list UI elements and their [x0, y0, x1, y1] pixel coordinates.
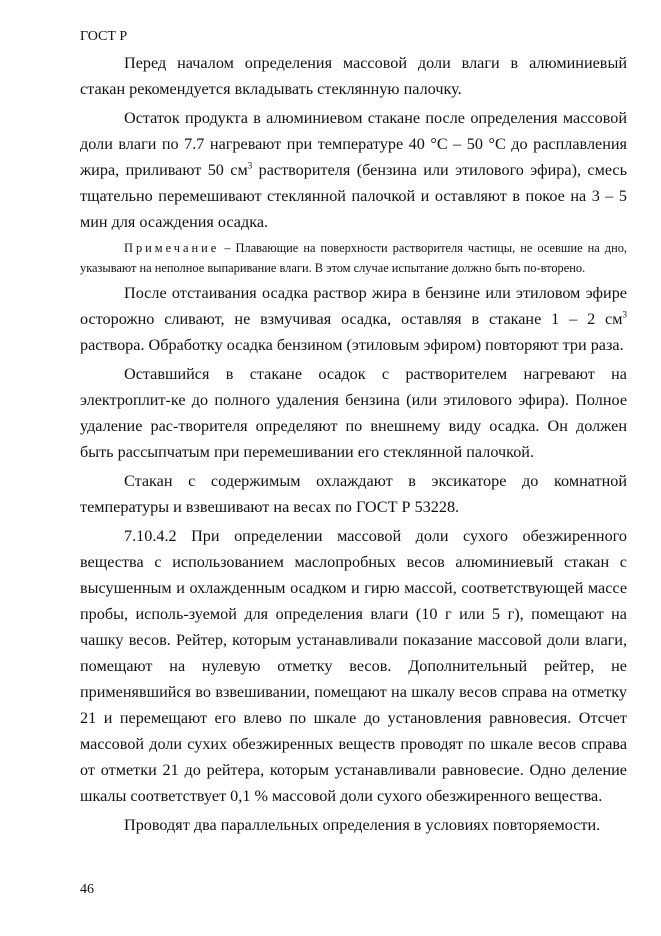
document-header: ГОСТ Р — [80, 29, 128, 44]
note-text: – Плавающие на поверхности растворителя частицы, не осевшие на дно, указывают на неполное выпаривание влаги. В этом случае испытание должно быть по-вторено. — [80, 241, 627, 275]
paragraph-decanting — [80, 280, 627, 358]
paragraph-solvent-addition — [80, 105, 627, 235]
paragraph-text: Остаток продукта в алюминиевом стакане после определения массовой доли влаги по 7.7 нагревают при температуре 40 °С – 50 °С до расплавления жира, приливают 50 см — [80, 109, 627, 179]
paragraph-heating: Оставшийся в стакане осадок с растворителем нагревают на электроплит-ке до полного удаления бензина (или этилового эфира). Полное удаление рас-творителя определяют по внешнему виду осадка. Он должен быть рассыпчатым при перемешивании его стеклянной палочкой. — [80, 365, 627, 461]
superscript-3: 3 — [247, 160, 253, 171]
paragraph-parallel-determinations: Проводят два параллельных определения в условиях повторяемости. — [124, 816, 601, 834]
paragraph-text: растворителя (бензина или этилового эфира), смесь тщательно перемешивают стеклянной палочкой и оставляют в покое на 3 – 5 мин для осаждения осадка. — [80, 161, 627, 231]
paragraph-text: раствора. Обработку осадка бензином (этиловым эфиром) повторяют три раза. — [80, 336, 624, 354]
paragraph-glass-rod: Перед началом определения массовой доли влаги в алюминиевый стакан рекомендуется вкладывать стеклянную палочку. — [80, 54, 627, 98]
note-label: Примечание — [124, 241, 220, 255]
paragraph-text: После отстаивания осадка раствор жира в бензине или этиловом эфире осторожно сливают, не взмучивая осадка, оставляя в стакане 1 – 2 см — [80, 284, 627, 328]
paragraph-section-7-10-4-2: 7.10.4.2 При определении массовой доли сухого обезжиренного вещества с использованием маслопробных весов алюминиевый стакан с высушенным и охлажденным осадком и гирю массой, соответствующей массе пробы, исполь-зуемой для определения влаги (10 г или 5 г), помещают на чашку весов. Рейтер, которым устанавливали показание массовой доли влаги, помещают на нулевую отметку весов. Дополнительный рейтер, не применявшийся во взвешивании, помещают на шкалу весов справа на отметку 21 и перемещают его влево по шкале до установления равновесия. Отсчет массовой доли сухих обезжиренных веществ проводят по шкале весов справа от отметки 21 до рейтера, которым устанавливали равновесие. Одно деление шкалы соответствует 0,1 % массовой доли сухого обезжиренного вещества. — [80, 527, 627, 805]
superscript-3: 3 — [622, 309, 627, 320]
note — [80, 238, 627, 278]
page-number: 46 — [80, 882, 94, 897]
document-body — [80, 50, 627, 841]
paragraph-cooling: Стакан с содержимым охлаждают в эксикаторе до комнатной температуры и взвешивают на весах по ГОСТ Р 53228. — [80, 472, 627, 516]
